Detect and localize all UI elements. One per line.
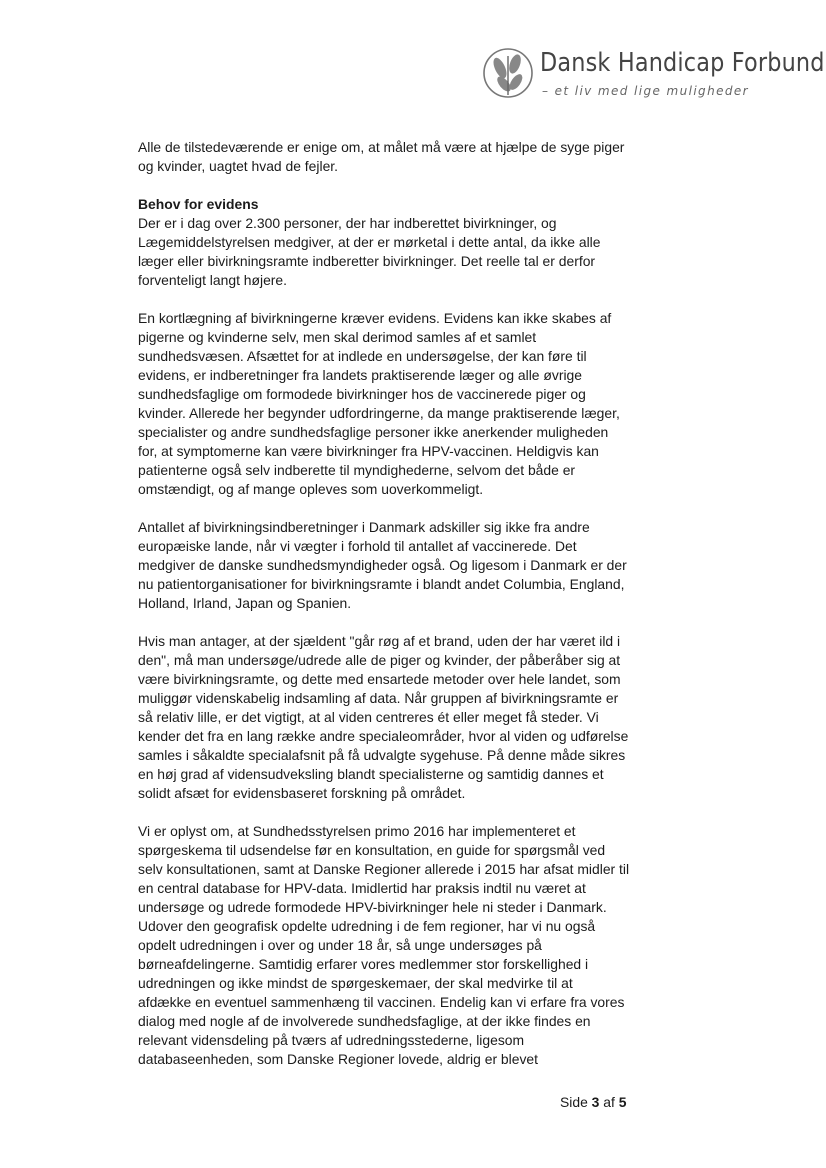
page-number <box>560 1094 626 1110</box>
text-line: afdække en eventuel sammenhæng til vaccinen. Endelig kan vi erfare fra vores <box>138 994 625 1010</box>
paragraph-3 <box>138 309 658 499</box>
paragraph-5 <box>138 632 658 803</box>
text-line: Lægemiddelstyrelsen medgiver, at der er mørketal i dette antal, da ikke alle <box>138 234 601 250</box>
organization-tagline: – et liv med lige muligheder <box>542 84 749 98</box>
text-line: undersøge og udrede formodede HPV-bivirkninger hele ni steder i Danmark. <box>138 899 607 915</box>
text-line: Holland, Irland, Japan og Spanien. <box>138 595 352 611</box>
total-pages: 5 <box>618 1094 627 1110</box>
text-line: databaseenheden, som Danske Regioner lovede, aldrig er blevet <box>138 1051 539 1067</box>
page-separator: af <box>603 1094 615 1110</box>
text-line: Antallet af bivirkningsindberetninger i Danmark adskiller sig ikke fra andre <box>138 519 590 535</box>
text-line: patienterne også selv indberette til myndighederne, selvom det både er <box>138 462 576 478</box>
text-line: den", må man undersøge/udrede alle de piger og kvinder, der påberåber sig at <box>138 652 621 668</box>
text-line: relevant vidensdeling på tværs af udredningsstederne, ligesom <box>138 1032 525 1048</box>
paragraph-4 <box>138 518 658 613</box>
text-line: evidens, er indberetninger fra landets praktiserende læger og alle øvrige <box>138 367 582 383</box>
paragraph-1 <box>138 138 658 176</box>
current-page: 3 <box>591 1094 600 1110</box>
text-line: og kvinder, uagtet hvad de fejler. <box>138 158 339 174</box>
logo-leaf-icon <box>482 42 534 104</box>
text-line: specialister og andre sundhedsfaglige personer ikke anerkender muligheden <box>138 424 609 440</box>
text-line: muliggør videnskabelig indsamling af data. Når gruppen af bivirkningsramte er <box>138 690 619 706</box>
text-line: børneafdelingerne. Samtidig erfarer vores medlemmer stor forskellighed i <box>138 956 589 972</box>
text-line: solidt afsæt for evidensbaseret forskning på området. <box>138 785 466 801</box>
text-line: Alle de tilstedeværende er enige om, at målet må være at hjælpe de syge piger <box>138 139 625 155</box>
text-line: omstændigt, og af mange opleves som uoverkommeligt. <box>138 481 484 497</box>
text-line: selv konsultationen, samt at Danske Regioner allerede i 2015 har afsat midler til <box>138 861 630 877</box>
text-line: en høj grad af vidensudveksling blandt specialisterne og samtidig dannes et <box>138 766 604 782</box>
text-line: læger eller bivirkningsramte indberetter bivirkninger. Det reelle tal er derfor <box>138 253 596 269</box>
text-line: pigerne og kvinderne selv, men skal derimod samles af et samlet <box>138 329 537 345</box>
organization-logo <box>482 42 825 106</box>
text-line: opdelt udredningen i over og under 18 år, så unge undersøges på <box>138 937 542 953</box>
text-line: nu patientorganisationer for bivirkningsramte i blandt andet Columbia, England, <box>138 576 625 592</box>
text-line: for, at symptomerne kan være bivirkninger fra HPV-vaccinen. Heldigvis kan <box>138 443 599 459</box>
page-label: Side <box>560 1094 588 1110</box>
text-line: en central database for HPV-data. Imidlertid har praksis indtil nu været at <box>138 880 586 896</box>
text-line: være bivirkningsramte, og dette med ensartede metoder over hele landet, som <box>138 671 621 687</box>
paragraph-6 <box>138 822 658 1069</box>
text-line: dialog med nogle af de involverede sundhedsfaglige, at der ikke findes en <box>138 1013 591 1029</box>
text-line: medgiver de danske sundhedsmyndigheder også. Og ligesom i Danmark er der <box>138 557 627 573</box>
text-line: sundhedsfaglige om formodede bivirkninger hos de vaccinerede piger og <box>138 386 586 402</box>
organization-name: Dansk Handicap Forbund <box>540 48 825 78</box>
text-line: europæiske lande, når vi vægter i forhold til antallet af vaccinerede. Det <box>138 538 577 554</box>
text-line: sundhedsvæsen. Afsættet for at indlede en undersøgelse, der kan føre til <box>138 348 587 364</box>
paragraph-2 <box>138 195 658 290</box>
text-line: forventeligt langt højere. <box>138 272 288 288</box>
text-line: Hvis man antager, at der sjældent "går røg af et brand, uden der har været ild i <box>138 633 621 649</box>
text-line: kender det fra en lang række andre specialeområder, hvor al viden og udførelse <box>138 728 629 744</box>
document-body <box>138 138 658 1088</box>
text-line: så relativ lille, er det vigtigt, at al viden centreres ét eller meget få steder. Vi <box>138 709 599 725</box>
section-heading: Behov for evidens <box>138 196 259 212</box>
text-line: Udover den geografisk opdelte udredning i de fem regioner, har vi nu også <box>138 918 596 934</box>
text-line: Der er i dag over 2.300 personer, der har indberettet bivirkninger, og <box>138 215 557 231</box>
text-line: En kortlægning af bivirkningerne kræver evidens. Evidens kan ikke skabes af <box>138 310 612 326</box>
text-line: kvinder. Allerede her begynder udfordringerne, da mange praktiserende læger, <box>138 405 620 421</box>
text-line: Vi er oplyst om, at Sundhedsstyrelsen primo 2016 har implementeret et <box>138 823 576 839</box>
text-line: udredningen og ikke mindst de spørgeskemaer, der skal medvirke til at <box>138 975 573 991</box>
text-line: samles i såkaldte specialafsnit på få udvalgte sygehuse. På denne måde sikres <box>138 747 626 763</box>
text-line: spørgeskema til udsendelse før en konsultation, en guide for spørgsmål ved <box>138 842 606 858</box>
